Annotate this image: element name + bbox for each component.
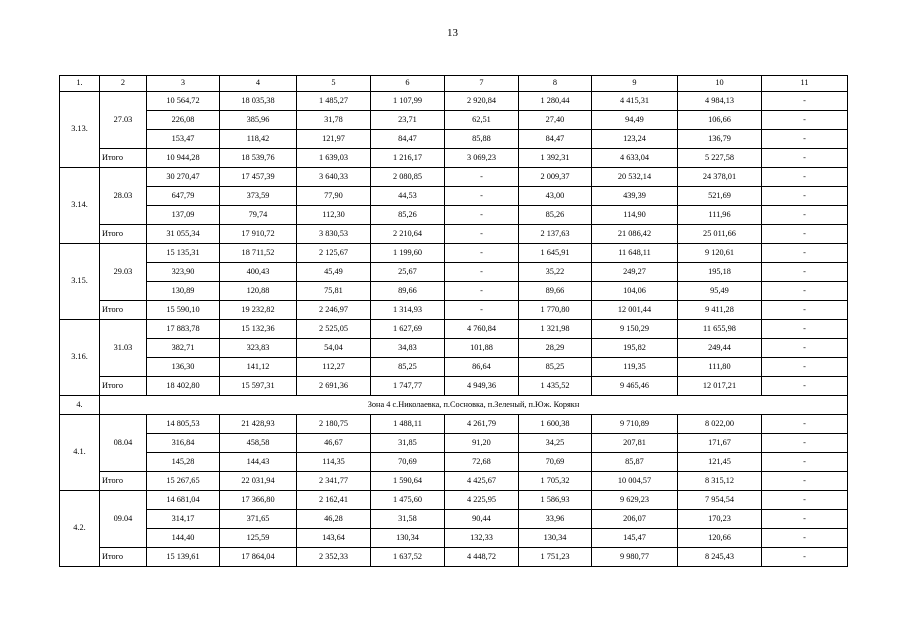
value-cell: 323,90 bbox=[147, 263, 220, 282]
value-cell: 85,88 bbox=[445, 130, 519, 149]
value-cell: - bbox=[445, 187, 519, 206]
total-row bbox=[60, 225, 848, 244]
table-body bbox=[60, 76, 848, 567]
value-cell: 31,58 bbox=[371, 510, 445, 529]
value-cell: 28,29 bbox=[519, 339, 592, 358]
total-row bbox=[60, 472, 848, 491]
column-header: 6 bbox=[371, 76, 445, 92]
total-value-cell: 1 435,52 bbox=[519, 377, 592, 396]
table-row bbox=[60, 187, 848, 206]
total-value-cell: 1 216,17 bbox=[371, 149, 445, 168]
total-value-cell: - bbox=[445, 225, 519, 244]
value-cell: - bbox=[762, 320, 848, 339]
total-value-cell: 12 001,44 bbox=[592, 301, 678, 320]
table-row bbox=[60, 92, 848, 111]
total-value-cell: 17 910,72 bbox=[220, 225, 297, 244]
value-cell: 249,27 bbox=[592, 263, 678, 282]
total-value-cell: - bbox=[762, 472, 848, 491]
value-cell: 4 225,95 bbox=[445, 491, 519, 510]
value-cell: 371,65 bbox=[220, 510, 297, 529]
total-label-cell: Итого bbox=[100, 301, 147, 320]
value-cell: 18 711,52 bbox=[220, 244, 297, 263]
total-value-cell: 15 590,10 bbox=[147, 301, 220, 320]
value-cell: 121,97 bbox=[297, 130, 371, 149]
value-cell: 144,40 bbox=[147, 529, 220, 548]
column-header: 8 bbox=[519, 76, 592, 92]
column-header: 4 bbox=[220, 76, 297, 92]
value-cell: 31,78 bbox=[297, 111, 371, 130]
table-row bbox=[60, 453, 848, 472]
total-value-cell: 2 341,77 bbox=[297, 472, 371, 491]
value-cell: - bbox=[762, 206, 848, 225]
value-cell: 314,17 bbox=[147, 510, 220, 529]
value-cell: 1 199,60 bbox=[371, 244, 445, 263]
value-cell: 2 009,37 bbox=[519, 168, 592, 187]
value-cell: - bbox=[762, 130, 848, 149]
total-value-cell: - bbox=[445, 301, 519, 320]
value-cell: 14 805,53 bbox=[147, 415, 220, 434]
total-value-cell: - bbox=[762, 149, 848, 168]
total-value-cell: 3 069,23 bbox=[445, 149, 519, 168]
value-cell: 111,80 bbox=[678, 358, 762, 377]
zone-number-cell: 4. bbox=[60, 396, 100, 415]
date-cell: 29.03 bbox=[100, 244, 147, 301]
value-cell: 112,30 bbox=[297, 206, 371, 225]
value-cell: 112,27 bbox=[297, 358, 371, 377]
total-value-cell: 9 465,46 bbox=[592, 377, 678, 396]
zone-title-cell: Зона 4 с.Николаевка, п.Сосновка, п.Зеленый, п.Юж. Корякн bbox=[100, 396, 848, 415]
value-cell: - bbox=[762, 358, 848, 377]
value-cell: 17 366,80 bbox=[220, 491, 297, 510]
value-cell: 382,71 bbox=[147, 339, 220, 358]
total-value-cell: 18 539,76 bbox=[220, 149, 297, 168]
total-value-cell: 9 411,28 bbox=[678, 301, 762, 320]
value-cell: - bbox=[762, 263, 848, 282]
value-cell: 34,83 bbox=[371, 339, 445, 358]
total-value-cell: 31 055,34 bbox=[147, 225, 220, 244]
value-cell: 91,20 bbox=[445, 434, 519, 453]
value-cell: 373,59 bbox=[220, 187, 297, 206]
table-row bbox=[60, 282, 848, 301]
value-cell: 171,67 bbox=[678, 434, 762, 453]
total-value-cell: 2 691,36 bbox=[297, 377, 371, 396]
value-cell: 104,06 bbox=[592, 282, 678, 301]
value-cell: 45,49 bbox=[297, 263, 371, 282]
value-cell: 101,88 bbox=[445, 339, 519, 358]
table-row bbox=[60, 263, 848, 282]
table-row bbox=[60, 320, 848, 339]
value-cell: 136,30 bbox=[147, 358, 220, 377]
value-cell: 195,82 bbox=[592, 339, 678, 358]
value-cell: 1 107,99 bbox=[371, 92, 445, 111]
value-cell: 15 135,31 bbox=[147, 244, 220, 263]
value-cell: 2 162,41 bbox=[297, 491, 371, 510]
value-cell: 85,26 bbox=[519, 206, 592, 225]
total-value-cell: 1 770,80 bbox=[519, 301, 592, 320]
value-cell: 34,25 bbox=[519, 434, 592, 453]
value-cell: 10 564,72 bbox=[147, 92, 220, 111]
value-cell: - bbox=[762, 168, 848, 187]
value-cell: 46,28 bbox=[297, 510, 371, 529]
total-value-cell: 12 017,21 bbox=[678, 377, 762, 396]
value-cell: 1 600,38 bbox=[519, 415, 592, 434]
value-cell: 2 125,67 bbox=[297, 244, 371, 263]
value-cell: 1 627,69 bbox=[371, 320, 445, 339]
total-value-cell: 17 864,04 bbox=[220, 548, 297, 567]
total-value-cell: 25 011,66 bbox=[678, 225, 762, 244]
value-cell: 120,66 bbox=[678, 529, 762, 548]
value-cell: 114,35 bbox=[297, 453, 371, 472]
total-label-cell: Итого bbox=[100, 472, 147, 491]
value-cell: - bbox=[445, 263, 519, 282]
total-value-cell: 1 639,03 bbox=[297, 149, 371, 168]
value-cell: - bbox=[762, 187, 848, 206]
value-cell: 323,83 bbox=[220, 339, 297, 358]
value-cell: 143,64 bbox=[297, 529, 371, 548]
value-cell: 21 428,93 bbox=[220, 415, 297, 434]
value-cell: 54,04 bbox=[297, 339, 371, 358]
total-value-cell: 8 315,12 bbox=[678, 472, 762, 491]
value-cell: 8 022,00 bbox=[678, 415, 762, 434]
column-header: 5 bbox=[297, 76, 371, 92]
table-row bbox=[60, 111, 848, 130]
value-cell: 4 984,13 bbox=[678, 92, 762, 111]
value-cell: 1 321,98 bbox=[519, 320, 592, 339]
value-cell: 77,90 bbox=[297, 187, 371, 206]
column-header: 11 bbox=[762, 76, 848, 92]
total-value-cell: 1 637,52 bbox=[371, 548, 445, 567]
value-cell: 121,45 bbox=[678, 453, 762, 472]
total-value-cell: 2 137,63 bbox=[519, 225, 592, 244]
value-cell: 1 586,93 bbox=[519, 491, 592, 510]
table-row bbox=[60, 206, 848, 225]
total-value-cell: 2 210,64 bbox=[371, 225, 445, 244]
value-cell: - bbox=[762, 339, 848, 358]
date-cell: 27.03 bbox=[100, 92, 147, 149]
total-value-cell: 1 747,77 bbox=[371, 377, 445, 396]
value-cell: 79,74 bbox=[220, 206, 297, 225]
total-label-cell: Итого bbox=[100, 225, 147, 244]
value-cell: 170,23 bbox=[678, 510, 762, 529]
value-cell: 2 920,84 bbox=[445, 92, 519, 111]
value-cell: 33,96 bbox=[519, 510, 592, 529]
value-cell: 72,68 bbox=[445, 453, 519, 472]
total-value-cell: 15 139,61 bbox=[147, 548, 220, 567]
value-cell: 11 655,98 bbox=[678, 320, 762, 339]
value-cell: 195,18 bbox=[678, 263, 762, 282]
value-cell: 4 760,84 bbox=[445, 320, 519, 339]
value-cell: - bbox=[762, 434, 848, 453]
value-cell: 385,96 bbox=[220, 111, 297, 130]
column-header: 3 bbox=[147, 76, 220, 92]
total-label-cell: Итого bbox=[100, 149, 147, 168]
value-cell: 141,12 bbox=[220, 358, 297, 377]
value-cell: 43,00 bbox=[519, 187, 592, 206]
value-cell: 7 954,54 bbox=[678, 491, 762, 510]
table-row bbox=[60, 434, 848, 453]
value-cell: 89,66 bbox=[371, 282, 445, 301]
total-value-cell: 4 425,67 bbox=[445, 472, 519, 491]
date-cell: 09.04 bbox=[100, 491, 147, 548]
value-cell: 62,51 bbox=[445, 111, 519, 130]
value-cell: 153,47 bbox=[147, 130, 220, 149]
value-cell: 119,35 bbox=[592, 358, 678, 377]
total-row bbox=[60, 377, 848, 396]
date-cell: 28.03 bbox=[100, 168, 147, 225]
value-cell: 46,67 bbox=[297, 434, 371, 453]
value-cell: 226,08 bbox=[147, 111, 220, 130]
value-cell: 85,87 bbox=[592, 453, 678, 472]
item-number-cell: 3.15. bbox=[60, 244, 100, 320]
value-cell: - bbox=[762, 244, 848, 263]
value-cell: - bbox=[762, 453, 848, 472]
value-cell: 2 080,85 bbox=[371, 168, 445, 187]
item-number-cell: 3.16. bbox=[60, 320, 100, 396]
value-cell: 85,25 bbox=[371, 358, 445, 377]
value-cell: - bbox=[445, 168, 519, 187]
value-cell: - bbox=[762, 282, 848, 301]
total-value-cell: 10 004,57 bbox=[592, 472, 678, 491]
value-cell: - bbox=[445, 282, 519, 301]
value-cell: 17 883,78 bbox=[147, 320, 220, 339]
column-header: 9 bbox=[592, 76, 678, 92]
total-value-cell: 8 245,43 bbox=[678, 548, 762, 567]
total-value-cell: 21 086,42 bbox=[592, 225, 678, 244]
value-cell: 15 132,36 bbox=[220, 320, 297, 339]
value-cell: - bbox=[445, 244, 519, 263]
value-cell: 1 485,27 bbox=[297, 92, 371, 111]
value-cell: 1 280,44 bbox=[519, 92, 592, 111]
value-cell: 4 415,31 bbox=[592, 92, 678, 111]
table-row bbox=[60, 168, 848, 187]
value-cell: 17 457,39 bbox=[220, 168, 297, 187]
total-row bbox=[60, 301, 848, 320]
total-value-cell: - bbox=[762, 377, 848, 396]
value-cell: 125,59 bbox=[220, 529, 297, 548]
column-header: 1. bbox=[60, 76, 100, 92]
value-cell: 90,44 bbox=[445, 510, 519, 529]
value-cell: 44,53 bbox=[371, 187, 445, 206]
value-cell: 14 681,04 bbox=[147, 491, 220, 510]
total-value-cell: 4 633,04 bbox=[592, 149, 678, 168]
value-cell: 316,84 bbox=[147, 434, 220, 453]
table-row bbox=[60, 415, 848, 434]
value-cell: 9 710,89 bbox=[592, 415, 678, 434]
value-cell: 3 640,33 bbox=[297, 168, 371, 187]
value-cell: 2 525,05 bbox=[297, 320, 371, 339]
value-cell: 86,64 bbox=[445, 358, 519, 377]
total-value-cell: 15 597,31 bbox=[220, 377, 297, 396]
value-cell: 94,49 bbox=[592, 111, 678, 130]
value-cell: 130,34 bbox=[519, 529, 592, 548]
value-cell: - bbox=[762, 111, 848, 130]
value-cell: 439,39 bbox=[592, 187, 678, 206]
total-row bbox=[60, 149, 848, 168]
value-cell: 136,79 bbox=[678, 130, 762, 149]
value-cell: 9 150,29 bbox=[592, 320, 678, 339]
value-cell: 35,22 bbox=[519, 263, 592, 282]
item-number-cell: 4.2. bbox=[60, 491, 100, 567]
value-cell: 1 488,11 bbox=[371, 415, 445, 434]
value-cell: 27,40 bbox=[519, 111, 592, 130]
date-cell: 31.03 bbox=[100, 320, 147, 377]
total-value-cell: 22 031,94 bbox=[220, 472, 297, 491]
table-row bbox=[60, 510, 848, 529]
total-value-cell: 19 232,82 bbox=[220, 301, 297, 320]
total-value-cell: 5 227,58 bbox=[678, 149, 762, 168]
value-cell: 70,69 bbox=[371, 453, 445, 472]
value-cell: 106,66 bbox=[678, 111, 762, 130]
value-cell: 85,26 bbox=[371, 206, 445, 225]
item-number-cell: 4.1. bbox=[60, 415, 100, 491]
value-cell: 400,43 bbox=[220, 263, 297, 282]
table-row bbox=[60, 130, 848, 149]
total-value-cell: 2 246,97 bbox=[297, 301, 371, 320]
column-header: 2 bbox=[100, 76, 147, 92]
total-value-cell: 4 448,72 bbox=[445, 548, 519, 567]
value-cell: 75,81 bbox=[297, 282, 371, 301]
value-cell: 130,34 bbox=[371, 529, 445, 548]
value-cell: 1 475,60 bbox=[371, 491, 445, 510]
value-cell: 23,71 bbox=[371, 111, 445, 130]
total-value-cell: 3 830,53 bbox=[297, 225, 371, 244]
value-cell: 120,88 bbox=[220, 282, 297, 301]
value-cell: 24 378,01 bbox=[678, 168, 762, 187]
item-number-cell: 3.14. bbox=[60, 168, 100, 244]
value-cell: 118,42 bbox=[220, 130, 297, 149]
value-cell: 207,81 bbox=[592, 434, 678, 453]
value-cell: 18 035,38 bbox=[220, 92, 297, 111]
value-cell: 85,25 bbox=[519, 358, 592, 377]
value-cell: 89,66 bbox=[519, 282, 592, 301]
total-value-cell: 1 751,23 bbox=[519, 548, 592, 567]
item-number-cell: 3.13. bbox=[60, 92, 100, 168]
total-value-cell: - bbox=[762, 301, 848, 320]
total-value-cell: 1 705,32 bbox=[519, 472, 592, 491]
total-value-cell: 15 267,65 bbox=[147, 472, 220, 491]
value-cell: 647,79 bbox=[147, 187, 220, 206]
value-cell: 25,67 bbox=[371, 263, 445, 282]
value-cell: 249,44 bbox=[678, 339, 762, 358]
table-row bbox=[60, 358, 848, 377]
value-cell: - bbox=[762, 510, 848, 529]
value-cell: 9 120,61 bbox=[678, 244, 762, 263]
value-cell: - bbox=[762, 529, 848, 548]
value-cell: 123,24 bbox=[592, 130, 678, 149]
table-row bbox=[60, 491, 848, 510]
value-cell: 95,49 bbox=[678, 282, 762, 301]
value-cell: 111,96 bbox=[678, 206, 762, 225]
page-number: 13 bbox=[447, 27, 458, 39]
total-value-cell: 1 590,64 bbox=[371, 472, 445, 491]
value-cell: 206,07 bbox=[592, 510, 678, 529]
value-cell: 132,33 bbox=[445, 529, 519, 548]
table-row bbox=[60, 244, 848, 263]
table-row bbox=[60, 529, 848, 548]
total-value-cell: 2 352,33 bbox=[297, 548, 371, 567]
value-cell: 114,90 bbox=[592, 206, 678, 225]
value-cell: 145,28 bbox=[147, 453, 220, 472]
value-cell: 11 648,11 bbox=[592, 244, 678, 263]
value-cell: 9 629,23 bbox=[592, 491, 678, 510]
total-label-cell: Итого bbox=[100, 377, 147, 396]
value-cell: 1 645,91 bbox=[519, 244, 592, 263]
total-value-cell: 9 980,77 bbox=[592, 548, 678, 567]
value-cell: 145,47 bbox=[592, 529, 678, 548]
value-cell: 458,58 bbox=[220, 434, 297, 453]
value-cell: - bbox=[445, 206, 519, 225]
value-cell: 4 261,79 bbox=[445, 415, 519, 434]
table-row bbox=[60, 339, 848, 358]
date-cell: 08.04 bbox=[100, 415, 147, 472]
value-cell: - bbox=[762, 491, 848, 510]
value-cell: - bbox=[762, 415, 848, 434]
column-header: 7 bbox=[445, 76, 519, 92]
value-cell: 70,69 bbox=[519, 453, 592, 472]
zone-row bbox=[60, 396, 848, 415]
value-cell: 130,89 bbox=[147, 282, 220, 301]
data-table bbox=[59, 75, 848, 567]
total-value-cell: - bbox=[762, 225, 848, 244]
value-cell: 84,47 bbox=[371, 130, 445, 149]
value-cell: 30 270,47 bbox=[147, 168, 220, 187]
value-cell: 31,85 bbox=[371, 434, 445, 453]
value-cell: 20 532,14 bbox=[592, 168, 678, 187]
total-value-cell: 18 402,80 bbox=[147, 377, 220, 396]
value-cell: 2 180,75 bbox=[297, 415, 371, 434]
total-row bbox=[60, 548, 848, 567]
value-cell: 137,09 bbox=[147, 206, 220, 225]
total-value-cell: 10 944,28 bbox=[147, 149, 220, 168]
value-cell: 84,47 bbox=[519, 130, 592, 149]
total-value-cell: 4 949,36 bbox=[445, 377, 519, 396]
value-cell: 144,43 bbox=[220, 453, 297, 472]
total-value-cell: - bbox=[762, 548, 848, 567]
column-header: 10 bbox=[678, 76, 762, 92]
total-label-cell: Итого bbox=[100, 548, 147, 567]
total-value-cell: 1 314,93 bbox=[371, 301, 445, 320]
total-value-cell: 1 392,31 bbox=[519, 149, 592, 168]
value-cell: 521,69 bbox=[678, 187, 762, 206]
table-header-row bbox=[60, 76, 848, 92]
value-cell: - bbox=[762, 92, 848, 111]
